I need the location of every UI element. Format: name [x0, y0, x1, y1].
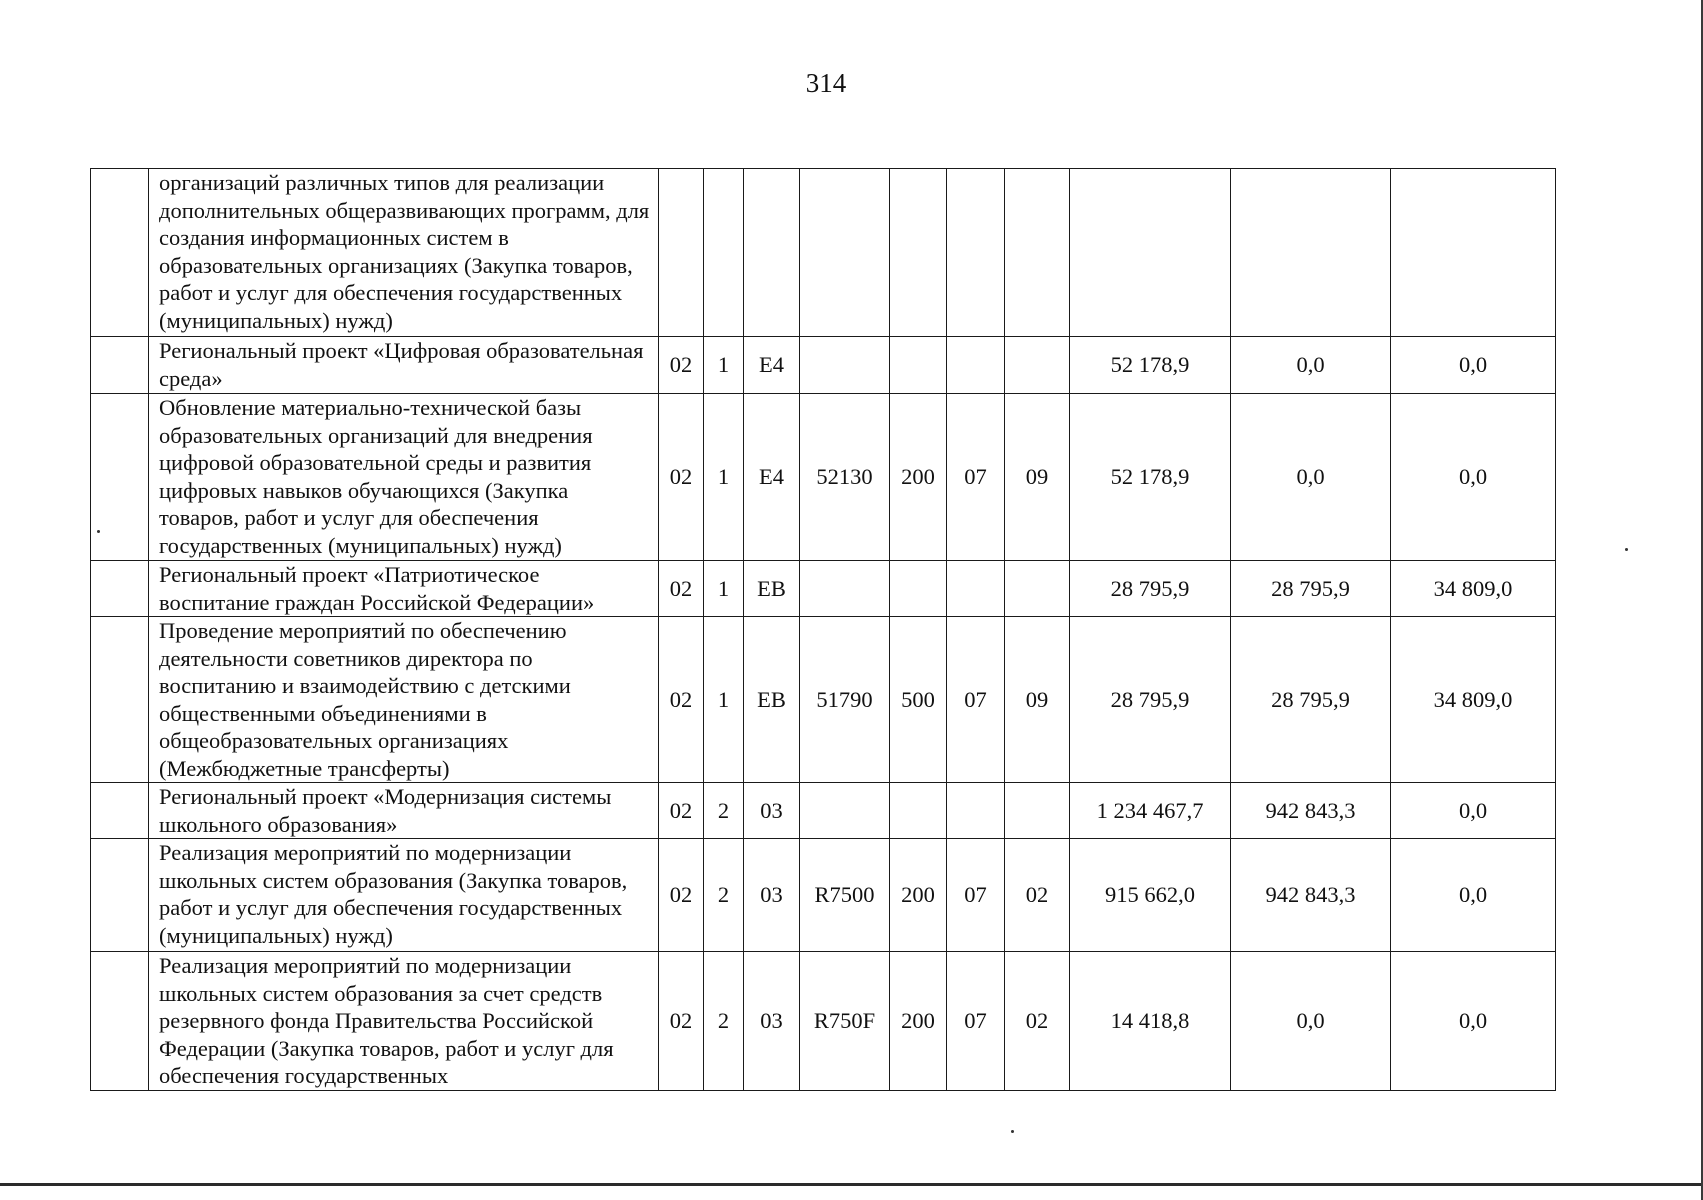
table-row: [91, 337, 1556, 394]
scan-speck: [1011, 1130, 1014, 1133]
row-description: организаций различных типов для реализации дополнительных общеразвивающих программ, для создания информационных систем в образовательных организациях (Закупка товаров, работ и услуг для обеспечения государственных (муниципальных) нужд): [149, 169, 659, 337]
project-code: ЕВ: [744, 561, 800, 617]
row-description: Региональный проект «Цифровая образовательная среда»: [149, 337, 659, 394]
row-index-cell: [91, 561, 149, 617]
direction-code: [800, 169, 890, 337]
row-index-cell: [91, 394, 149, 561]
project-code: 03: [744, 783, 800, 839]
expense-type-code: 200: [890, 839, 947, 952]
expense-type-code: 500: [890, 617, 947, 783]
subsection-code: [1005, 169, 1070, 337]
table-row: [91, 561, 1556, 617]
table-row: [91, 952, 1556, 1091]
subprogram-code: 2: [704, 783, 744, 839]
expense-type-code: [890, 561, 947, 617]
table-row: [91, 394, 1556, 561]
amount-year-2: 0,0: [1231, 337, 1391, 394]
row-description: Региональный проект «Модернизация системы школьного образования»: [149, 783, 659, 839]
amount-year-3: 34 809,0: [1391, 617, 1556, 783]
section-code: 07: [947, 617, 1005, 783]
row-description: Региональный проект «Патриотическое воспитание граждан Российской Федерации»: [149, 561, 659, 617]
project-code: 03: [744, 839, 800, 952]
table-row: [91, 783, 1556, 839]
row-index-cell: [91, 783, 149, 839]
table-row: [91, 839, 1556, 952]
amount-year-3: 0,0: [1391, 839, 1556, 952]
amount-year-3: 34 809,0: [1391, 561, 1556, 617]
section-code: 07: [947, 839, 1005, 952]
program-code: [659, 169, 704, 337]
row-index-cell: [91, 952, 149, 1091]
direction-code: [800, 337, 890, 394]
amount-year-2: 0,0: [1231, 394, 1391, 561]
direction-code: 51790: [800, 617, 890, 783]
amount-year-1: 1 234 467,7: [1070, 783, 1231, 839]
table-row: [91, 617, 1556, 783]
table-row: [91, 169, 1556, 337]
expense-type-code: 200: [890, 952, 947, 1091]
subprogram-code: 1: [704, 617, 744, 783]
scan-speck: [1625, 548, 1628, 551]
amount-year-2: 28 795,9: [1231, 617, 1391, 783]
subsection-code: 09: [1005, 394, 1070, 561]
amount-year-2: [1231, 169, 1391, 337]
amount-year-1: 52 178,9: [1070, 337, 1231, 394]
subprogram-code: 1: [704, 561, 744, 617]
section-code: [947, 337, 1005, 394]
budget-table: [90, 168, 1556, 1091]
amount-year-3: [1391, 169, 1556, 337]
amount-year-2: 942 843,3: [1231, 839, 1391, 952]
section-code: 07: [947, 394, 1005, 561]
project-code: [744, 169, 800, 337]
program-code: 02: [659, 952, 704, 1091]
section-code: [947, 783, 1005, 839]
row-description: Обновление материально-технической базы образовательных организаций для внедрения цифровой образовательной среды и развития цифровых навыков обучающихся (Закупка товаров, работ и услуг для обеспечения государственных (муниципальных) нужд): [149, 394, 659, 561]
subprogram-code: 1: [704, 337, 744, 394]
section-code: [947, 169, 1005, 337]
row-description: Реализация мероприятий по модернизации школьных систем образования за счет средств резервного фонда Правительства Российской Федерации (Закупка товаров, работ и услуг для обеспечения государственных: [149, 952, 659, 1091]
amount-year-3: 0,0: [1391, 394, 1556, 561]
expense-type-code: [890, 169, 947, 337]
row-index-cell: [91, 839, 149, 952]
page-number: 314: [805, 68, 847, 98]
program-code: 02: [659, 783, 704, 839]
amount-year-2: 0,0: [1231, 952, 1391, 1091]
expense-type-code: [890, 783, 947, 839]
expense-type-code: 200: [890, 394, 947, 561]
project-code: ЕВ: [744, 617, 800, 783]
scan-bottom-edge: [0, 1183, 1703, 1186]
amount-year-1: 28 795,9: [1070, 561, 1231, 617]
program-code: 02: [659, 561, 704, 617]
subsection-code: 02: [1005, 952, 1070, 1091]
amount-year-3: 0,0: [1391, 783, 1556, 839]
amount-year-2: 28 795,9: [1231, 561, 1391, 617]
subprogram-code: 1: [704, 394, 744, 561]
program-code: 02: [659, 617, 704, 783]
amount-year-1: 52 178,9: [1070, 394, 1231, 561]
direction-code: R750F: [800, 952, 890, 1091]
row-index-cell: [91, 617, 149, 783]
subsection-code: 02: [1005, 839, 1070, 952]
project-code: Е4: [744, 337, 800, 394]
project-code: Е4: [744, 394, 800, 561]
subprogram-code: 2: [704, 839, 744, 952]
amount-year-3: 0,0: [1391, 337, 1556, 394]
amount-year-3: 0,0: [1391, 952, 1556, 1091]
subprogram-code: 2: [704, 952, 744, 1091]
subsection-code: [1005, 783, 1070, 839]
program-code: 02: [659, 337, 704, 394]
direction-code: [800, 783, 890, 839]
section-code: 07: [947, 952, 1005, 1091]
amount-year-1: 915 662,0: [1070, 839, 1231, 952]
direction-code: [800, 561, 890, 617]
subprogram-code: [704, 169, 744, 337]
amount-year-2: 942 843,3: [1231, 783, 1391, 839]
subsection-code: [1005, 337, 1070, 394]
direction-code: 52130: [800, 394, 890, 561]
project-code: 03: [744, 952, 800, 1091]
amount-year-1: 28 795,9: [1070, 617, 1231, 783]
subsection-code: [1005, 561, 1070, 617]
section-code: [947, 561, 1005, 617]
program-code: 02: [659, 394, 704, 561]
row-description: Реализация мероприятий по модернизации школьных систем образования (Закупка товаров, работ и услуг для обеспечения государственных (муниципальных) нужд): [149, 839, 659, 952]
row-description: Проведение мероприятий по обеспечению деятельности советников директора по воспитанию и взаимодействию с детскими общественными объединениями в общеобразовательных организациях (Межбюджетные трансферты): [149, 617, 659, 783]
row-index-cell: [91, 169, 149, 337]
scan-speck: [97, 530, 100, 533]
direction-code: R7500: [800, 839, 890, 952]
program-code: 02: [659, 839, 704, 952]
amount-year-1: 14 418,8: [1070, 952, 1231, 1091]
subsection-code: 09: [1005, 617, 1070, 783]
amount-year-1: [1070, 169, 1231, 337]
expense-type-code: [890, 337, 947, 394]
row-index-cell: [91, 337, 149, 394]
